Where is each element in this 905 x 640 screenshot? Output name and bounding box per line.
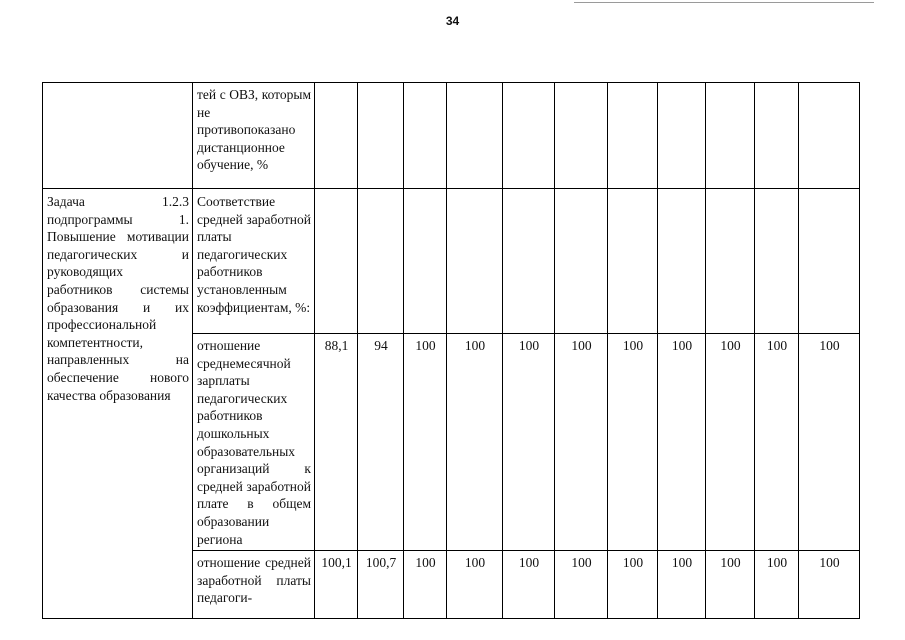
value-cell — [608, 83, 658, 189]
value-cell — [447, 189, 503, 334]
table-row — [43, 189, 860, 334]
value-cell: 100 — [706, 334, 755, 551]
value-cell: 100,7 — [358, 551, 404, 619]
indicator-cell: отношение средней заработной платы педагоги- — [193, 551, 315, 619]
value-cell — [447, 83, 503, 189]
value-cell — [658, 83, 706, 189]
value-cell — [755, 83, 799, 189]
value-cell — [315, 189, 358, 334]
value-cell: 100 — [755, 551, 799, 619]
value-cell — [404, 189, 447, 334]
task-cell: Задача 1.2.3 подпрограммы 1. Повышение мотивации педагогических и руководящих работников системы образования и их профессиональной компетентности, направленных на обеспечение нового качества образования — [43, 189, 193, 619]
value-cell: 100 — [404, 551, 447, 619]
table-row — [43, 83, 860, 189]
value-cell — [799, 189, 860, 334]
value-cell: 100 — [555, 551, 608, 619]
indicator-cell: тей с ОВЗ, которым не противопоказано дистанционное обучение, % — [193, 83, 315, 189]
value-cell: 100 — [706, 551, 755, 619]
value-cell — [555, 83, 608, 189]
indicators-table — [42, 82, 860, 619]
value-cell — [358, 83, 404, 189]
value-cell — [706, 83, 755, 189]
value-cell: 100 — [608, 334, 658, 551]
value-cell — [503, 189, 555, 334]
value-cell — [503, 83, 555, 189]
value-cell — [555, 189, 608, 334]
value-cell: 100 — [404, 334, 447, 551]
task-cell — [43, 83, 193, 189]
value-cell: 100 — [447, 334, 503, 551]
value-cell — [608, 189, 658, 334]
page-number: 34 — [445, 14, 460, 28]
value-cell — [658, 189, 706, 334]
value-cell — [706, 189, 755, 334]
value-cell: 100 — [503, 551, 555, 619]
value-cell: 88,1 — [315, 334, 358, 551]
value-cell: 100 — [799, 551, 860, 619]
value-cell — [799, 83, 860, 189]
value-cell: 100,1 — [315, 551, 358, 619]
value-cell: 100 — [755, 334, 799, 551]
value-cell: 100 — [658, 334, 706, 551]
value-cell: 94 — [358, 334, 404, 551]
value-cell: 100 — [608, 551, 658, 619]
value-cell: 100 — [658, 551, 706, 619]
value-cell — [358, 189, 404, 334]
value-cell: 100 — [799, 334, 860, 551]
indicator-cell: отношение среднемесячной зарплаты педагогических работников дошкольных образовательных организаций к средней заработной плате в общем образовании региона — [193, 334, 315, 551]
value-cell: 100 — [555, 334, 608, 551]
value-cell: 100 — [447, 551, 503, 619]
indicator-cell: Соответствие средней заработной платы педагогических работников установленным коэффициентам, %: — [193, 189, 315, 334]
scan-artifact-line — [574, 2, 874, 3]
value-cell — [755, 189, 799, 334]
value-cell — [404, 83, 447, 189]
value-cell — [315, 83, 358, 189]
value-cell: 100 — [503, 334, 555, 551]
